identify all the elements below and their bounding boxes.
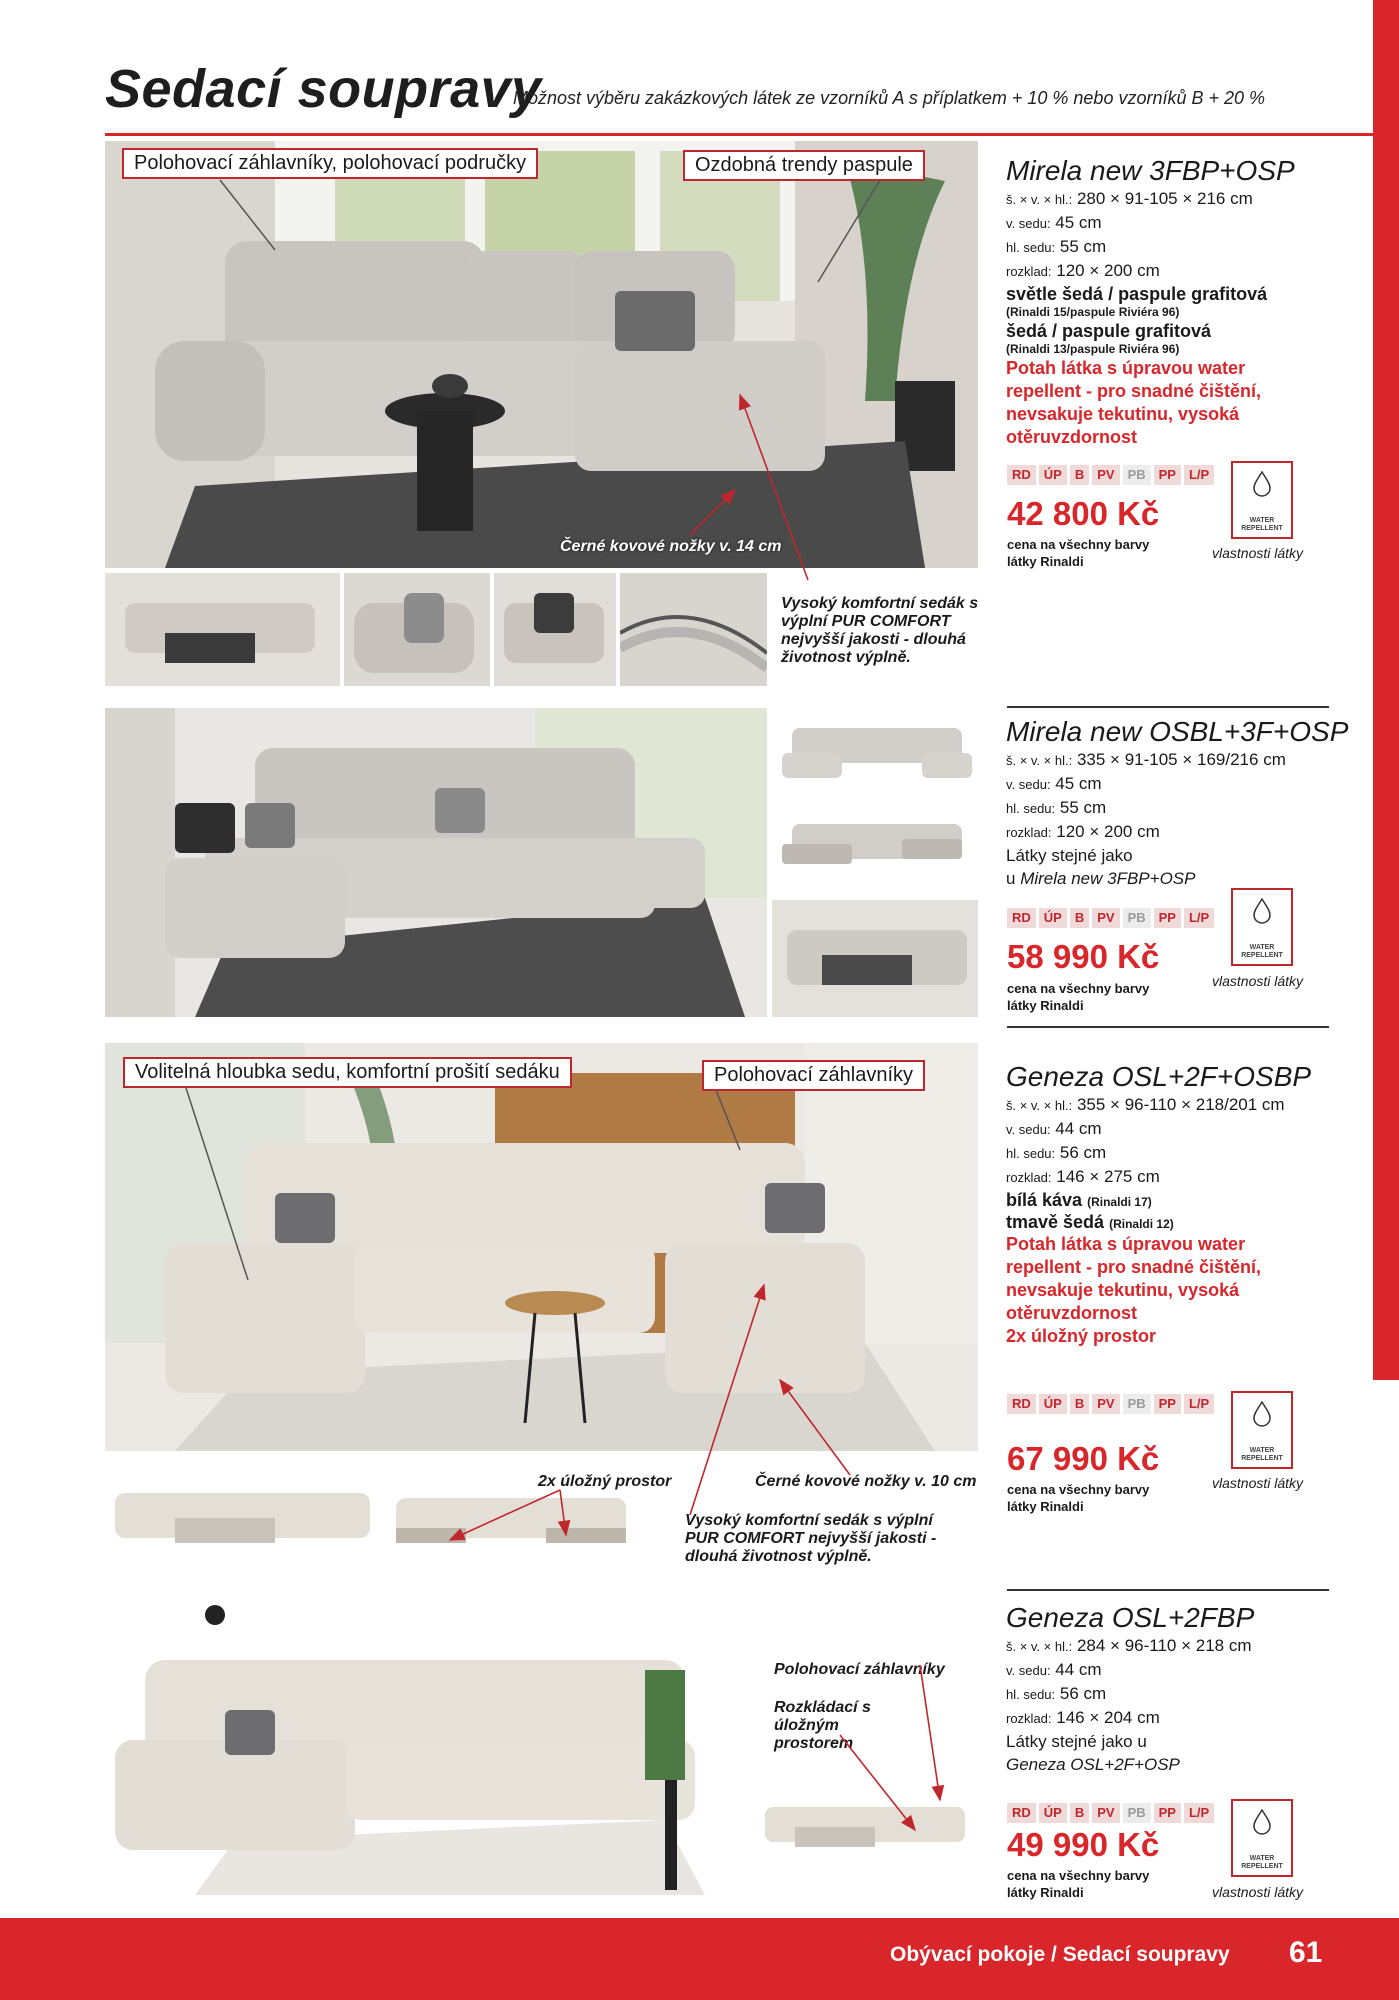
price-mirela-3fbp: 42 800 Kč (1007, 495, 1160, 532)
product-mirela-3fbp-osp: Mirela new 3FBP+OSP š. × v. × hl.: 280 × 91-105 × 216 cm v. sedu: 45 cm hl. sedu: 55 cm rozklad: 120 × 200 cm světle šedá / paspule grafitová (Rinaldi 15/paspule Riviéra 96) šedá / paspule grafitová (Rinaldi 13/paspule Riviéra 96) Potah látka s úpravou water repellent - pro snadné čištění, nevsakuje tekutinu, vysoká otěruvzdornost (1006, 155, 1336, 449)
product-bed-size: 120 × 200 cm (1056, 822, 1160, 841)
page-number: 61 (1289, 1936, 1323, 1969)
callout-piping: Ozdobná trendy paspule (683, 150, 925, 181)
thumb-mirela-osbl-1 (772, 708, 978, 800)
note-2x-storage: 2x úložný prostor (538, 1473, 672, 1490)
photo-mirela-osbl-main (105, 708, 767, 1017)
separator-2 (1007, 706, 1329, 708)
separator-4 (1007, 1589, 1329, 1591)
product-color-1: bílá káva (1006, 1190, 1083, 1210)
product-color-2-note: (Rinaldi 12) (1109, 1217, 1174, 1231)
note-headrests: Polohovací záhlavníky (774, 1661, 945, 1678)
product-seat-height: 45 cm (1055, 774, 1102, 793)
water-repellent-badge-2: WATER REPELLENT (1231, 888, 1293, 966)
note-legs-10cm: Černé kovové nožky v. 10 cm (755, 1473, 977, 1490)
thumb-mirela-armrest (344, 573, 490, 686)
photo-geneza-2fbp-main (105, 1590, 755, 1895)
product-dims: 355 × 96-110 × 218/201 cm (1076, 1095, 1285, 1114)
product-color-1-note: (Rinaldi 15/paspule Riviéra 96) (1006, 305, 1180, 319)
abbr-row-1: RD ÚP B PV PB PP L/P (1007, 465, 1214, 485)
price-geneza-2fbp: 49 990 Kč (1007, 1826, 1160, 1863)
product-geneza-osl-2f-osbp: Geneza OSL+2F+OSBP š. × v. × hl.: 355 × 96-110 × 218/201 cm v. sedu: 44 cm hl. sedu: 56 cm rozklad: 146 × 275 cm bílá káva (Rinaldi 17) tmavě šedá (Rinaldi 12) Potah látka s úpravou water repellent - pro snadné čištění, nevsakuje tekutinu, vysoká otěruvzdornost 2x úložný prostor (1006, 1061, 1336, 1348)
badge-caption-3: vlastnosti látky (1212, 1475, 1304, 1491)
product-name: Geneza OSL+2FBP (1006, 1602, 1255, 1633)
product-feature: Potah látka s úpravou water repellent - pro snadné čištění, nevsakuje tekutinu, vysoká otěruvzdornost (1006, 1234, 1262, 1323)
page-header (105, 58, 1370, 138)
product-color-1-note: (Rinaldi 17) (1087, 1195, 1152, 1209)
product-name: Mirela new OSBL+3F+OSP (1006, 716, 1349, 747)
product-color-1: světle šedá / paspule grafitová (1006, 284, 1268, 304)
product-seat-depth: 55 cm (1059, 237, 1107, 256)
thumb-geneza-bed (105, 1473, 381, 1566)
arrow-headrests (920, 1665, 940, 1800)
product-seat-depth: 56 cm (1059, 1684, 1107, 1703)
product-color-2-note: (Rinaldi 13/paspule Riviéra 96) (1006, 342, 1180, 356)
page-title: Sedací soupravy (105, 59, 542, 119)
callout-seat-depth: Volitelná hloubka sedu, komfortní prošití sedáku (123, 1057, 572, 1088)
water-repellent-badge-3: WATER REPELLENT (1231, 1391, 1293, 1469)
product-seat-height: 44 cm (1055, 1119, 1102, 1138)
price-geneza-osbp: 67 990 Kč (1007, 1440, 1160, 1477)
badge-caption-2: vlastnosti látky (1212, 973, 1304, 989)
product-dims: 280 × 91-105 × 216 cm (1076, 189, 1253, 208)
price-mirela-osbl: 58 990 Kč (1007, 938, 1160, 975)
product-seat-height: 45 cm (1055, 213, 1102, 232)
abbr-row-4: RD ÚP B PV PB PP L/P (1007, 1803, 1214, 1823)
product-same-as: Látky stejné jako u (1006, 1732, 1147, 1751)
badge-caption-4: vlastnosti látky (1212, 1884, 1304, 1900)
product-bed-size: 120 × 200 cm (1056, 261, 1160, 280)
product-feature: Potah látka s úpravou water repellent - pro snadné čištění, nevsakuje tekutinu, vysoká otěruvzdornost (1006, 358, 1262, 447)
callout-headrests: Polohovací záhlavníky (702, 1060, 925, 1091)
product-color-2: šedá / paspule grafitová (1006, 321, 1212, 341)
product-geneza-osl-2fbp: Geneza OSL+2FBP š. × v. × hl.: 284 × 96-110 × 218 cm v. sedu: 44 cm hl. sedu: 56 cm rozklad: 146 × 204 cm Látky stejné jako u Geneza OSL+2F+OSP (1006, 1602, 1336, 1776)
product-seat-depth: 55 cm (1059, 798, 1107, 817)
side-color-tab (1373, 0, 1399, 1380)
note-bed-storage: Rozkládací s úložným prostorem (774, 1699, 871, 1752)
water-repellent-badge-1: WATER REPELLENT (1231, 461, 1293, 539)
photo-geneza-osbp-main (105, 1043, 978, 1451)
product-seat-height: 44 cm (1055, 1660, 1102, 1679)
water-drop-icon (1252, 1401, 1272, 1427)
footer-breadcrumb: Obývací pokoje / Sedací soupravy (890, 1943, 1230, 1966)
note-seat-comfort-2: Vysoký komfortní sedák s výplní PUR COMFORT nejvyšší jakosti - dlouhá životnost výplně. (685, 1512, 937, 1565)
abbr-row-2: RD ÚP B PV PB PP L/P (1007, 908, 1214, 928)
page-subtitle: Možnost výběru zakázkových látek ze vzorníků A s příplatkem + 10 % nebo vzorníků B + 20 % (513, 88, 1266, 108)
product-feature-storage: 2x úložný prostor (1006, 1326, 1157, 1346)
price-note-4: cena na všechny barvy látky Rinaldi (1007, 1868, 1150, 1900)
header-rule (105, 133, 1373, 136)
product-name: Mirela new 3FBP+OSP (1006, 155, 1295, 186)
separator-3 (1007, 1026, 1329, 1028)
thumb-mirela-piping-detail (620, 573, 767, 686)
water-drop-icon (1252, 1809, 1272, 1835)
thumb-geneza-2fbp-bed (755, 1787, 977, 1866)
product-name: Geneza OSL+2F+OSBP (1006, 1061, 1312, 1092)
note-legs-14cm: Černé kovové nožky v. 14 cm (560, 538, 782, 555)
product-same-as-ref: Mirela new 3FBP+OSP (1020, 869, 1196, 888)
product-dims: 335 × 91-105 × 169/216 cm (1076, 750, 1286, 769)
water-drop-icon (1252, 898, 1272, 924)
price-note-3: cena na všechny barvy látky Rinaldi (1007, 1482, 1150, 1514)
product-bed-size: 146 × 204 cm (1056, 1708, 1160, 1727)
abbr-row-3: RD ÚP B PV PB PP L/P (1007, 1394, 1214, 1414)
page-footer (0, 1918, 1399, 2000)
product-seat-depth: 56 cm (1059, 1143, 1107, 1162)
product-same-as: Látky stejné jako (1006, 846, 1133, 865)
badge-caption-1: vlastnosti látky (1212, 545, 1304, 561)
product-bed-size: 146 × 275 cm (1056, 1167, 1160, 1186)
thumb-mirela-osbl-2 (772, 804, 978, 896)
product-color-2: tmavě šedá (1006, 1212, 1105, 1232)
photo-mirela-3fbp-main (105, 141, 978, 568)
thumb-mirela-bed (105, 573, 340, 686)
product-dims: 284 × 96-110 × 218 cm (1076, 1636, 1252, 1655)
price-note-1: cena na všechny barvy látky Rinaldi (1007, 537, 1150, 569)
note-seat-comfort-1: Vysoký komfortní sedák s výplní PUR COMFORT nejvyšší jakosti - dlouhá životnost výplně. (781, 595, 979, 666)
product-mirela-osbl: Mirela new OSBL+3F+OSP š. × v. × hl.: 335 × 91-105 × 169/216 cm v. sedu: 45 cm hl. sedu: 55 cm rozklad: 120 × 200 cm Látky stejné jako u Mirela new 3FBP+OSP (1006, 716, 1349, 888)
water-drop-icon (1252, 471, 1272, 497)
callout-headrests-armrests: Polohovací záhlavníky, polohovací područky (122, 148, 538, 179)
product-same-as-ref: Geneza OSL+2F+OSP (1006, 1755, 1180, 1774)
thumb-mirela-cushions (494, 573, 616, 686)
price-note-2: cena na všechny barvy látky Rinaldi (1007, 981, 1150, 1013)
thumb-mirela-osbl-3 (772, 900, 978, 1017)
water-repellent-badge-4: WATER REPELLENT (1231, 1799, 1293, 1877)
